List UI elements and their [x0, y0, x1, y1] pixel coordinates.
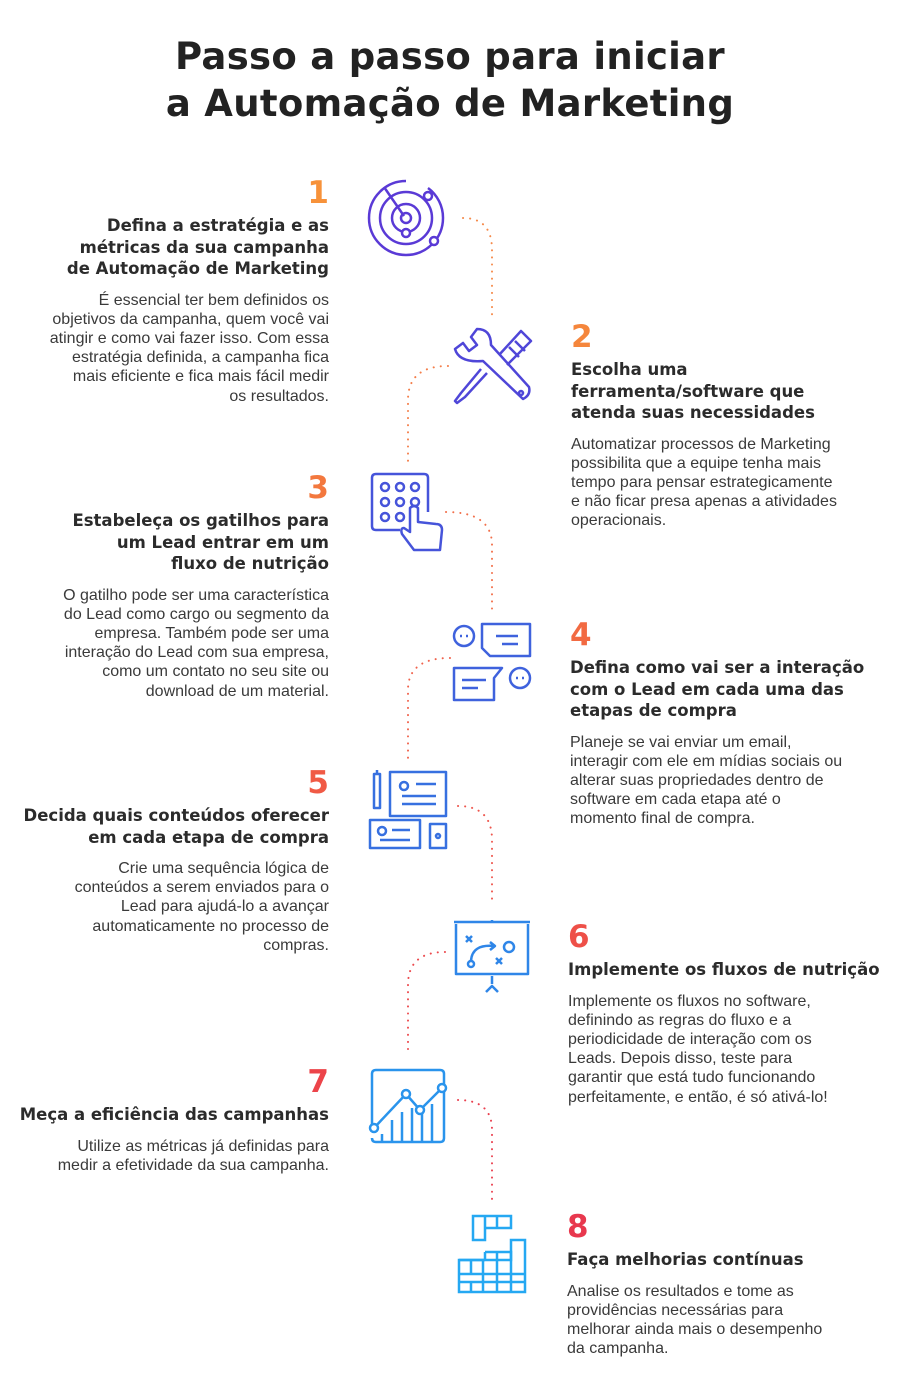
- description-line: Crie uma sequência lógica de: [118, 860, 329, 877]
- heading-line: Defina a estratégia e as: [106, 216, 329, 235]
- description-line: tempo para pensar estrategicamente: [571, 473, 833, 491]
- description-line: possibilita que a equipe tenha mais: [571, 454, 821, 472]
- description-line: garantir que está tudo funcionando: [568, 1069, 816, 1087]
- step-description: [568, 992, 888, 1107]
- step-number: 8: [567, 1209, 589, 1245]
- description-line: medir a efetividade da sua campanha.: [57, 1156, 329, 1174]
- heading-line: Implemente os fluxos de nutrição: [568, 960, 880, 979]
- step-heading: [9, 510, 329, 575]
- content-devices-icon: [366, 768, 450, 852]
- step-heading: [9, 1104, 329, 1126]
- description-line: software em cada etapa até o: [570, 791, 781, 809]
- description-line: da campanha.: [567, 1340, 669, 1358]
- description-line: Planeje se vai enviar um email,: [570, 733, 792, 751]
- heading-line: atenda suas necessidades: [571, 403, 815, 422]
- step-7: [9, 1064, 329, 1175]
- heading-line: etapas de compra: [570, 701, 737, 720]
- description-line: estratégia definida, a campanha fica: [71, 349, 329, 367]
- step-description: [9, 1137, 329, 1175]
- description-line: e não ficar presa apenas a atividades: [571, 493, 837, 511]
- description-line: automaticamente no processo de: [92, 917, 329, 935]
- step-description: [571, 435, 891, 531]
- description-line: melhorar ainda mais o desempenho: [567, 1320, 823, 1338]
- description-line: Utilize as métricas já definidas para: [77, 1137, 329, 1155]
- description-line: empresa. Também pode ser uma: [94, 624, 329, 642]
- description-line: atingir e como vai fazer isso. Com essa: [49, 329, 329, 347]
- description-line: Automatizar processos de Marketing: [571, 435, 831, 453]
- heading-line: com o Lead em cada uma das: [570, 679, 844, 699]
- step-3: [9, 470, 329, 701]
- step-1: [9, 175, 329, 406]
- heading-line: um Lead entrar em um: [116, 532, 329, 552]
- description-line: Lead para ajudá-lo a avançar: [120, 898, 329, 916]
- description-line: os resultados.: [229, 387, 329, 405]
- heading-line: Escolha uma: [571, 360, 688, 379]
- title-line: a Automação de Marketing: [165, 82, 735, 125]
- step-heading: [568, 959, 888, 981]
- description-line: mais eficiente e fica mais fácil medir: [72, 368, 329, 386]
- step-4: [570, 617, 890, 829]
- description-line: conteúdos a serem enviados para o: [74, 879, 329, 897]
- heading-line: em cada etapa de compra: [88, 827, 329, 847]
- description-line: operacionais.: [571, 512, 667, 530]
- step-number: 4: [570, 617, 592, 653]
- step-number: 7: [307, 1064, 329, 1100]
- description-line: interação do Lead com sua empresa,: [64, 644, 329, 662]
- heading-line: Defina como vai ser a interação: [570, 658, 865, 677]
- description-line: Leads. Depois disso, teste para: [568, 1050, 793, 1068]
- description-line: providências necessárias para: [567, 1301, 784, 1319]
- heading-line: Estabeleça os gatilhos para: [72, 511, 329, 530]
- heading-line: fluxo de nutrição: [171, 554, 329, 573]
- description-line: interagir com ele em mídias sociais ou: [570, 752, 843, 770]
- step-8: [567, 1209, 887, 1358]
- heading-line: métricas da sua campanha: [79, 237, 329, 257]
- strategy-board-icon: [452, 918, 534, 1000]
- description-line: alterar suas propriedades dentro de: [570, 771, 824, 789]
- chat-conversation-icon: [450, 620, 534, 704]
- keypad-touch-icon: [370, 472, 446, 554]
- step-description: [9, 586, 329, 701]
- step-description: [9, 291, 329, 406]
- description-line: periodicidade de interação com os: [568, 1030, 812, 1048]
- description-line: Analise os resultados e tome as: [567, 1282, 794, 1300]
- step-number: 1: [307, 175, 329, 211]
- description-line: como um contato no seu site ou: [102, 663, 329, 681]
- step-heading: [571, 359, 891, 424]
- description-line: O gatilho pode ser uma característica: [63, 586, 329, 604]
- step-heading: [9, 805, 329, 848]
- heading-line: ferramenta/software que: [571, 381, 805, 401]
- step-6: [568, 919, 888, 1107]
- step-number: 2: [571, 319, 593, 355]
- description-line: Implemente os fluxos no software,: [568, 992, 811, 1010]
- building-blocks-icon: [455, 1212, 531, 1296]
- heading-line: Meça a eficiência das campanhas: [19, 1105, 329, 1124]
- heading-line: de Automação de Marketing: [66, 259, 329, 278]
- heading-line: Decida quais conteúdos oferecer: [23, 806, 329, 825]
- step-description: [570, 733, 890, 829]
- line-chart-icon: [366, 1068, 450, 1148]
- description-line: do Lead como cargo ou segmento da: [63, 605, 329, 623]
- description-line: É essencial ter bem definidos os: [98, 291, 329, 309]
- step-2: [571, 319, 891, 531]
- wrench-screwdriver-icon: [451, 325, 533, 407]
- description-line: perfeitamente, e então, é só ativá-lo!: [568, 1088, 828, 1106]
- step-heading: [9, 215, 329, 280]
- description-line: objetivos da campanha, quem você vai: [52, 310, 329, 328]
- description-line: download de um material.: [145, 682, 329, 700]
- step-heading: [567, 1249, 887, 1271]
- step-number: 3: [307, 470, 329, 506]
- step-description: [9, 859, 329, 955]
- description-line: momento final de compra.: [570, 810, 755, 828]
- step-heading: [570, 657, 890, 722]
- radar-target-icon: [366, 178, 450, 258]
- step-description: [567, 1282, 887, 1359]
- title-line: Passo a passo para iniciar: [175, 35, 725, 78]
- step-number: 5: [307, 765, 329, 801]
- heading-line: Faça melhorias contínuas: [567, 1250, 804, 1269]
- step-number: 6: [568, 919, 590, 955]
- step-5: [9, 765, 329, 955]
- description-line: definindo as regras do fluxo e a: [568, 1011, 792, 1029]
- description-line: compras.: [263, 936, 329, 954]
